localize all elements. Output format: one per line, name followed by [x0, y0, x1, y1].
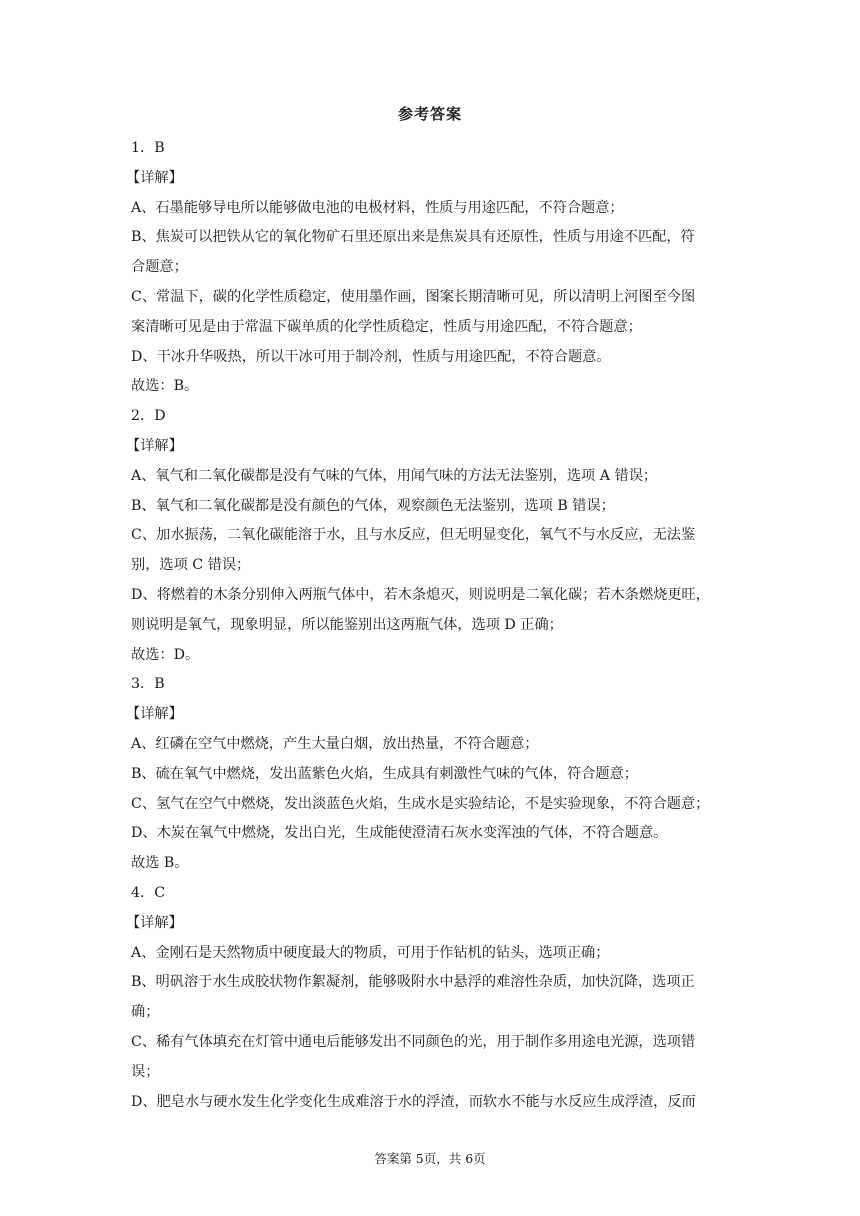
text-line: D、木炭在氧气中燃烧，发出白光，生成能使澄清石灰水变浑浊的气体，不符合题意。: [131, 825, 668, 842]
text-line: 则说明是氧气，现象明显，所以能鉴别出这两瓶气体，选项 D 正确；: [131, 616, 563, 633]
text-line: C、氢气在空气中燃烧，发出淡蓝色火焰，生成水是实验结论，不是实验现象，不符合题意；: [131, 795, 710, 812]
text-line: A、石墨能够导电所以能够做电池的电极材料，性质与用途匹配，不符合题意；: [131, 199, 624, 216]
answer-content: [126, 134, 731, 1117]
text-line: A、氧气和二氧化碳都是没有气味的气体，用闻气味的方法无法鉴别，选项 A 错误；: [131, 467, 658, 484]
text-line: 【详解】: [126, 914, 183, 931]
text-line: 故选 B。: [131, 855, 189, 872]
page-title: 参考答案: [397, 105, 462, 123]
text-line: 别，选项 C 错误；: [131, 557, 251, 574]
text-line: B、氧气和二氧化碳都是没有颜色的气体，观察颜色无法鉴别，选项 B 错误；: [131, 497, 615, 514]
text-line: D、干冰升华吸热，所以干冰可用于制冷剂，性质与用途匹配，不符合题意。: [131, 348, 611, 365]
text-line: 故选：D。: [131, 646, 200, 663]
text-line: 3．B: [131, 676, 165, 693]
text-line: 故选：B。: [131, 378, 199, 395]
text-line: 案清晰可见是由于常温下碳单质的化学性质稳定，性质与用途匹配，不符合题意；: [131, 318, 642, 335]
text-line: D、将燃着的木条分别伸入两瓶气体中，若木条熄灭，则说明是二氧化碳；若木条燃烧更旺，: [131, 586, 710, 603]
text-line: 4．C: [131, 884, 166, 901]
text-line: A、红磷在空气中燃烧，产生大量白烟，放出热量，不符合题意；: [131, 735, 539, 752]
text-line: 2．D: [131, 408, 166, 425]
text-line: B、焦炭可以把铁从它的氧化物矿石里还原出来是焦炭具有还原性，性质与用途不匹配，符: [131, 229, 695, 246]
text-line: A、金刚石是天然物质中硬度最大的物质，可用于作钻机的钻头，选项正确；: [131, 944, 610, 961]
text-line: B、硫在氧气中燃烧，发出蓝紫色火焰，生成具有刺激性气味的气体，符合题意；: [131, 765, 638, 782]
text-line: 【详解】: [126, 437, 183, 454]
text-line: 确；: [131, 1004, 160, 1021]
text-line: 【详解】: [126, 169, 183, 186]
text-line: B、明矾溶于水生成胶状物作絮凝剂，能够吸附水中悬浮的难溶性杂质，加快沉降，选项正: [131, 974, 695, 991]
text-line: C、加水振荡，二氧化碳能溶于水，且与水反应，但无明显变化，氧气不与水反应，无法鉴: [131, 527, 696, 544]
text-line: 【详解】: [126, 706, 183, 723]
text-line: C、常温下，碳的化学性质稳定，使用墨作画，图案长期清晰可见，所以清明上河图至今图: [131, 288, 696, 305]
text-line: 合题意；: [131, 259, 188, 276]
text-line: D、肥皂水与硬水发生化学变化生成难溶于水的浮渣，而软水不能与水反应生成浮渣，反而: [131, 1093, 696, 1110]
text-line: C、稀有气体填充在灯管中通电后能够发出不同颜色的光，用于制作多用途电光源，选项错: [131, 1033, 696, 1050]
page-footer: 答案第 5页，共 6页: [374, 1151, 486, 1166]
text-line: 1．B: [131, 140, 165, 156]
text-line: 误；: [131, 1063, 160, 1080]
